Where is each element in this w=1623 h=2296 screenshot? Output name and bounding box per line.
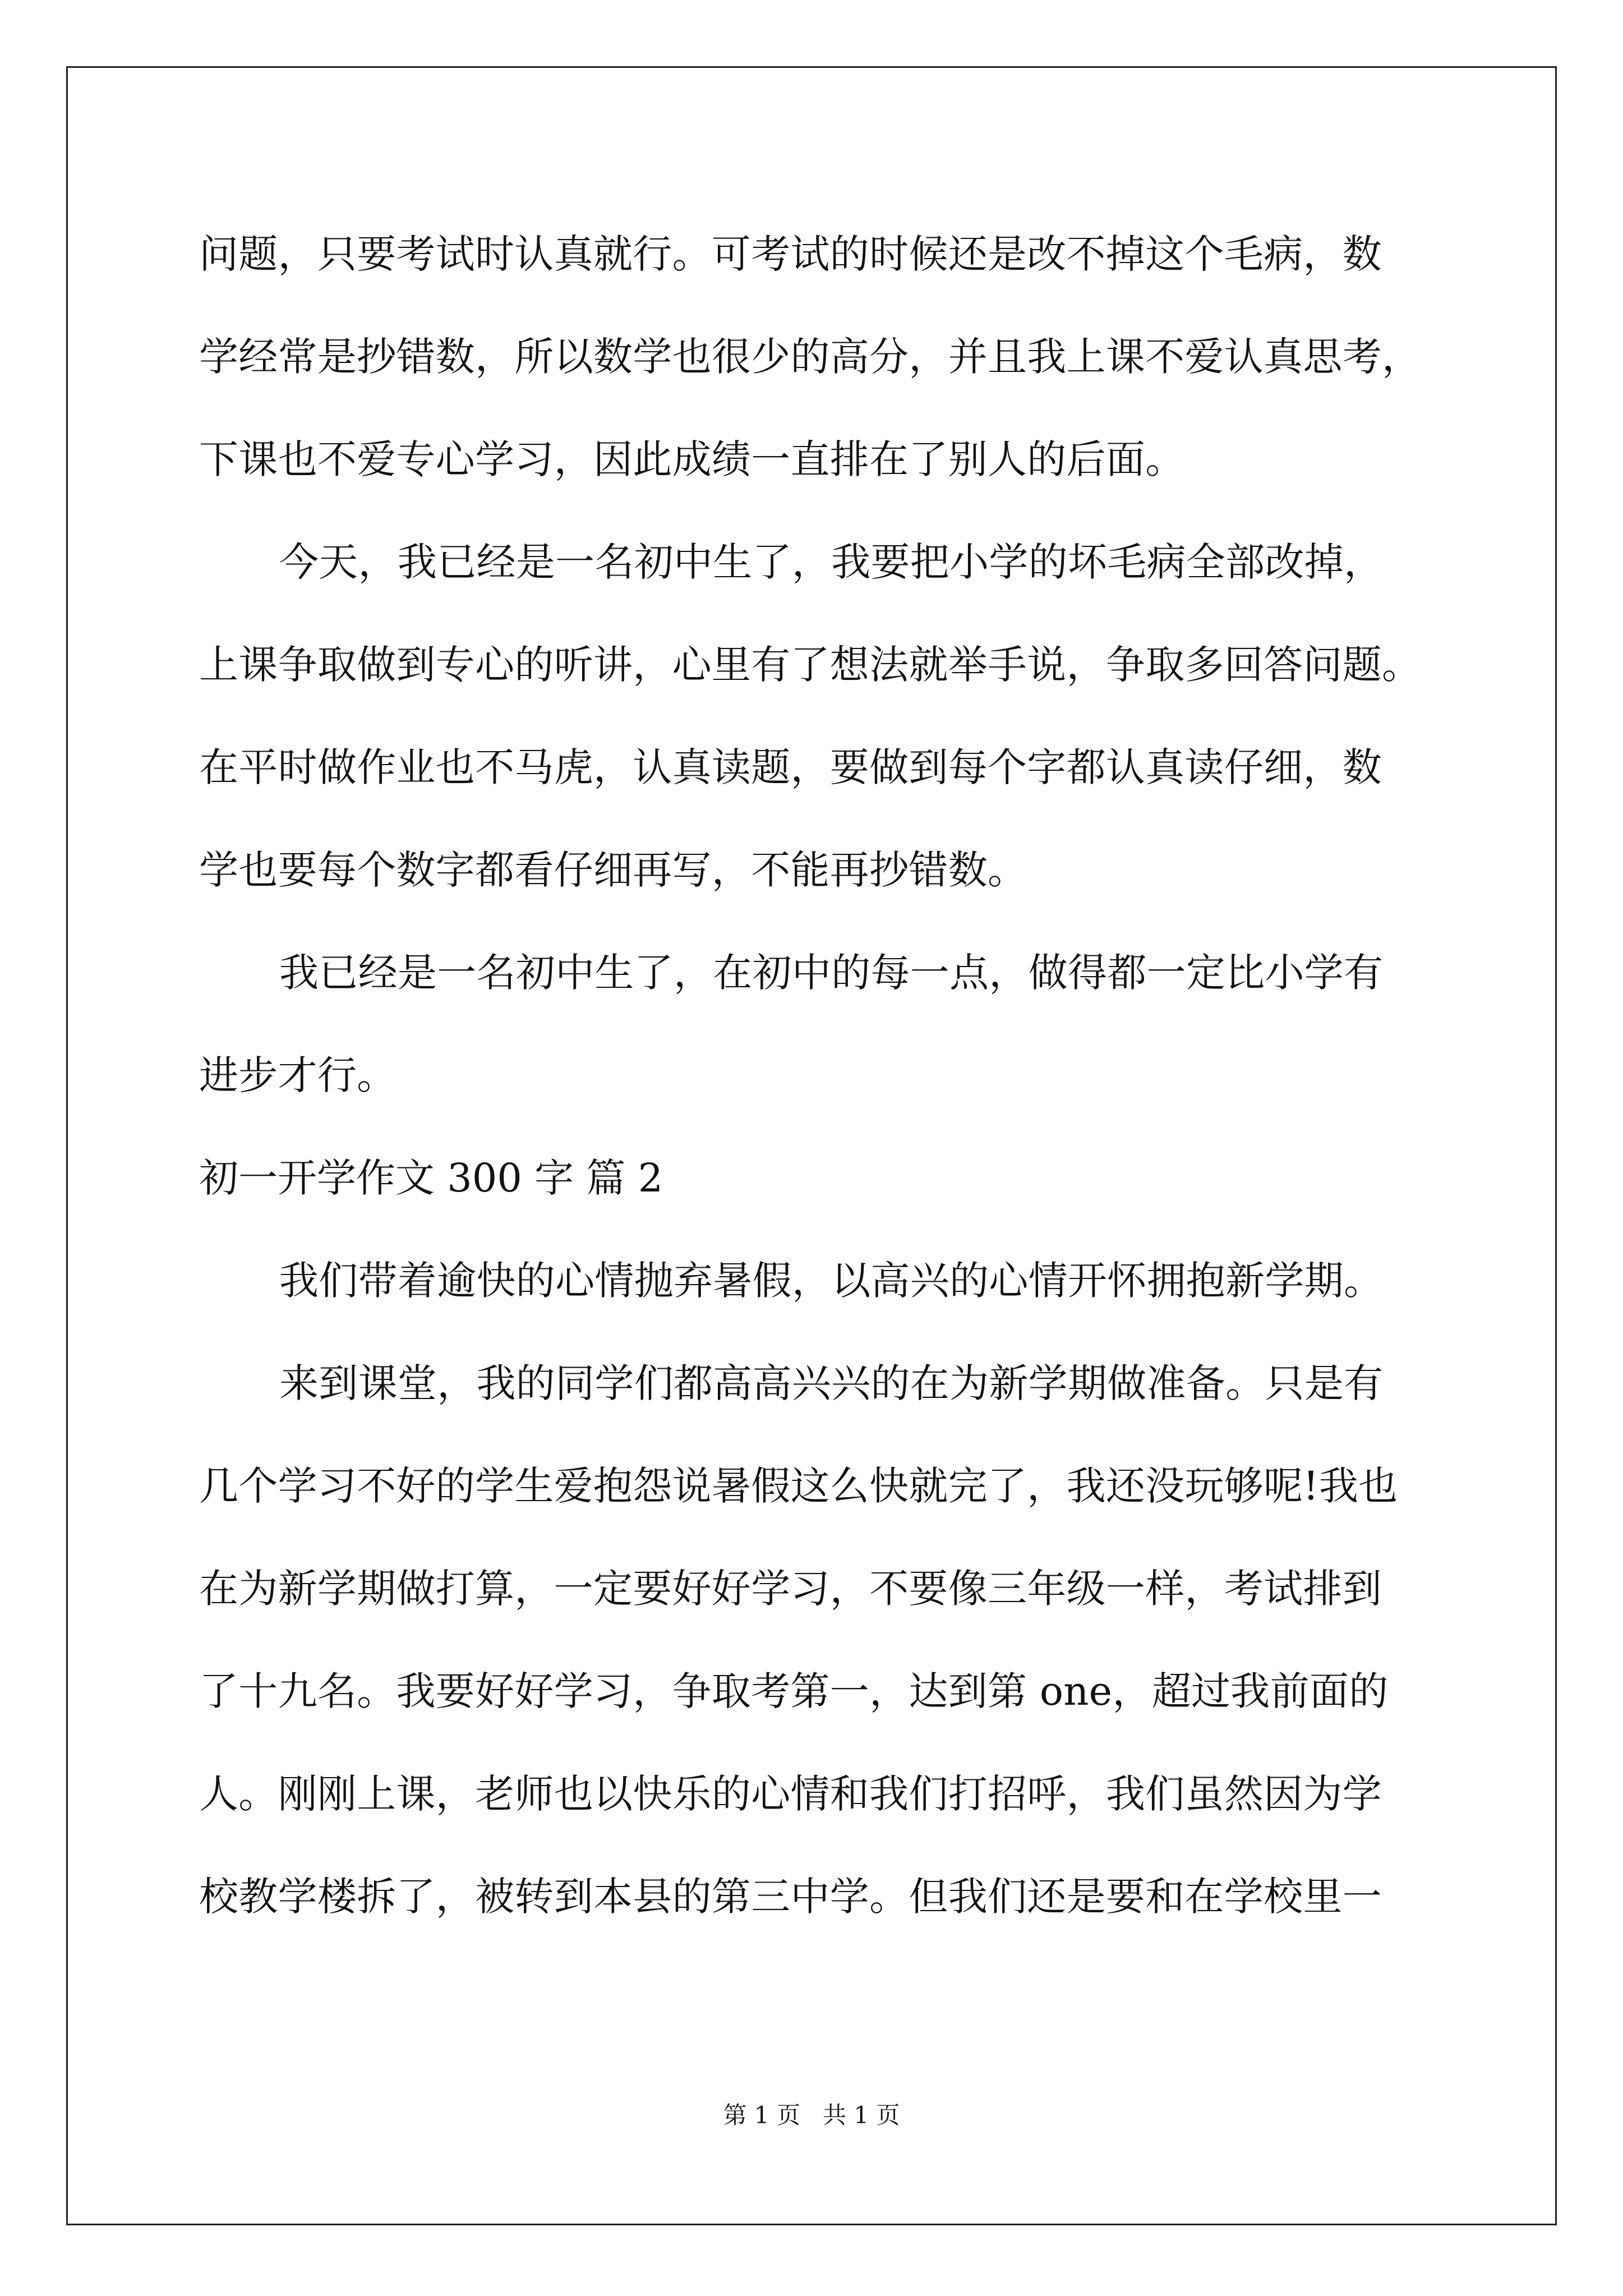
text-line: 上课争取做到专心的听讲，心里有了想法就举手说，争取多回答问题。 [199,642,1422,688]
text-line: 问题，只要考试时认真就行。可考试的时候还是改不掉这个毛病，数 [199,231,1382,277]
text-line: 校教学楼拆了，被转到本县的第三中学。但我们还是要和在学校里一 [199,1874,1382,1920]
text-line: 学也要每个数字都看仔细再写，不能再抄错数。 [199,847,1027,893]
text-line: 在为新学期做打算，一定要好好学习，不要像三年级一样，考试排到 [199,1566,1382,1612]
paragraph [199,1230,1438,1332]
text-line: 下课也不爱专心学习，因此成绩一直排在了别人的后面。 [199,436,1185,482]
text-line: 学经常是抄错数，所以数学也很少的高分，并且我上课不爱认真思考， [199,334,1422,380]
paragraph [199,922,1438,1127]
text-line: 来到课堂，我的同学们都高高兴兴的在为新学期做准备。只是有 [279,1360,1384,1406]
text-line: 人。刚刚上课，老师也以快乐的心情和我们打招呼，我们虽然因为学 [199,1771,1382,1817]
page-footer [0,2097,1623,2131]
text-line: 我已经是一名初中生了，在初中的每一点，做得都一定比小学有 [279,950,1384,996]
text-line: 在平时做作业也不马虎，认真读题，要做到每个字都认真读仔细，数 [199,744,1382,790]
text-line: 我们带着逾快的心情抛弃暑假，以高兴的心情开怀拥抱新学期。 [279,1258,1384,1304]
text-line: 几个学习不好的学生爱抱怨说暑假这么快就完了，我还没玩够呢!我也 [199,1463,1398,1509]
paragraph [199,511,1438,922]
paragraph [199,1332,1438,1948]
section-heading: 初一开学作文 300 字 篇 2 [199,1155,663,1201]
text-line: 今天，我已经是一名初中生了，我要把小学的坏毛病全部改掉， [279,539,1384,585]
page-total: 共 1 页 [823,2101,900,2129]
paragraph [199,203,1438,511]
page-number: 第 1 页 [723,2101,800,2129]
document-body [199,203,1438,1948]
text-line: 了十九名。我要好好学习，争取考第一，达到第 one，超过我前面的 [199,1668,1389,1714]
text-line: 进步才行。 [199,1052,396,1098]
